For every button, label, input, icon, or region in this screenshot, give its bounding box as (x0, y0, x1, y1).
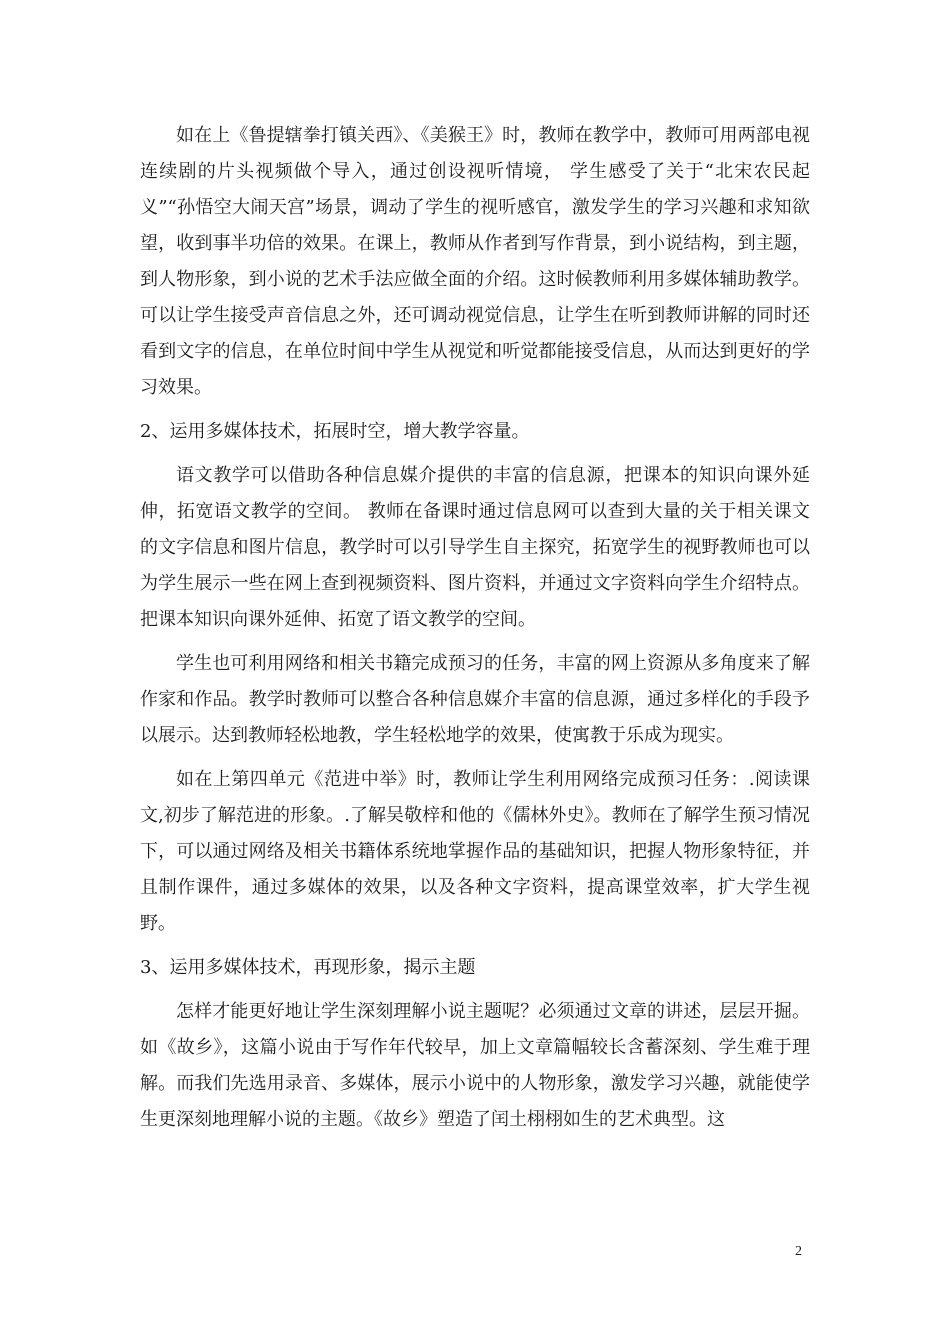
paragraph-extend-space: 语文教学可以借助各种信息媒介提供的丰富的信息源，把课本的知识向课外延伸，拓宽语文教学的空间。 教师在备课时通过信息网可以查到大量的关于相关课文的文字信息和图片信息，教学时可以引导学生自主探究，拓宽学生的视野教师也可以为学生展示一些在网上查到视频资料、图片资料，并通过文字资料向学生介绍特点。把课本知识向课外延伸、拓宽了语文教学的空间。 (140, 465, 810, 630)
section-heading-3: 3、运用多媒体技术，再现形象，揭示主题 (140, 957, 476, 978)
page-number: 2 (795, 1244, 802, 1259)
section-heading-2: 2、运用多媒体技术，拓展时空，增大教学容量。 (140, 421, 530, 442)
paragraph-preview-tasks: 学生也可利用网络和相关书籍完成预习的任务，丰富的网上资源从多角度来了解作家和作品。教学时教师可以整合各种信息媒介丰富的信息源，通过多样化的手段予以展示。达到教师轻松地教，学生轻松地学的效果，使寓教于乐成为现实。 (140, 653, 810, 746)
paragraph-fanjin-example: 如在上第四单元《范进中举》时，教师让学生利用网络完成预习任务：.阅读课文,初步了解范进的形象。.了解吴敬梓和他的《儒林外史》。教师在了解学生预习情况下，可以通过网络及相关书籍体系统地掌握作品的基础知识，把握人物形象特征，并且制作课件，通过多媒体的效果，以及各种文字资料，提高课堂效率，扩大学生视野。 (140, 769, 810, 934)
paragraph-intro-example: 如在上《鲁提辖拳打镇关西》、《美猴王》时，教师在教学中，教师可用两部电视连续剧的片头视频做个导入，通过创设视听情境， 学生感受了关于“北宋农民起义”“孙悟空大闹天宫”场景，调动了学生的视听感官，激发学生的学习兴趣和求知欲望，收到事半功倍的效果。在课上，教师从作者到写作背景，到小说结构，到主题，到人物形象，到小说的艺术手法应做全面的介绍。这时候教师利用多媒体辅助教学。可以让学生接受声音信息之外，还可调动视觉信息，让学生在听到教师讲解的同时还看到文字的信息，在单位时间中学生从视觉和听觉都能接受信息，从而达到更好的学习效果。 (140, 125, 810, 398)
body-text (140, 118, 810, 1146)
paragraph-theme: 怎样才能更好地让学生深刻理解小说主题呢？必须通过文章的讲述，层层开掘。如《故乡》，这篇小说由于写作年代较早，加上文章篇幅较长含蓄深刻、学生难于理解。而我们先选用录音、多媒体，展示小说中的人物形象，激发学习兴趣，就能使学生更深刻地理解小说的主题。《故乡》塑造了闰土栩栩如生的艺术典型。这 (140, 1001, 810, 1130)
